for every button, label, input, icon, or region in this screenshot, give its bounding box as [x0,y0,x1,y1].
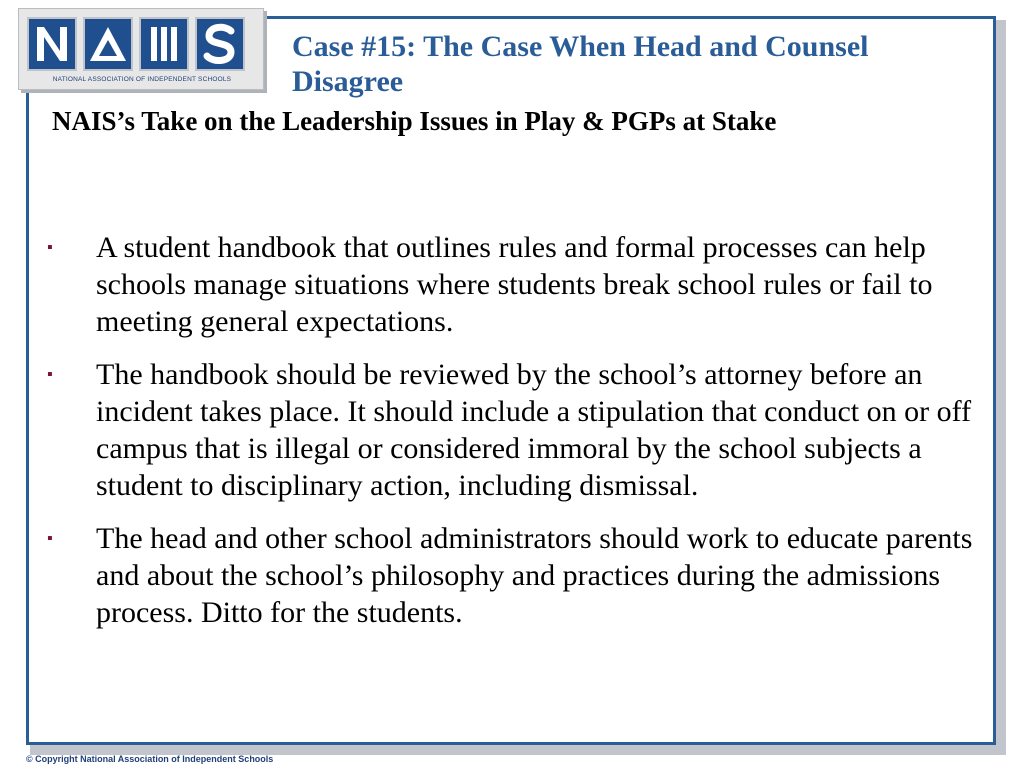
bullet-text: The head and other school administrators should work to educate parents and about the school’s philosophy and practices during the admissions process. Ditto for the students. [96,522,973,629]
logo-tile-i [139,17,189,71]
logo-triangle-icon [85,19,131,69]
nais-logo [18,8,264,90]
bullet-square-icon: ▪ [47,239,53,256]
slide-title: Case #15: The Case When Head and Counsel Disagree [292,30,869,98]
logo-letter-s-icon [197,19,243,69]
slide-subtitle: NAIS’s Take on the Leadership Issues in Play & PGPs at Stake [52,106,777,136]
bullet-item [45,229,995,340]
logo-tile-n [27,17,77,71]
bullet-square-icon: ▪ [47,366,53,383]
logo-tile-s [195,17,245,71]
bullet-item [45,356,995,504]
copyright-footer: © Copyright National Association of Independent Schools [26,754,274,764]
logo-letter-n-icon [29,19,75,69]
bullet-list [45,229,995,647]
bullet-text: A student handbook that outlines rules and formal processes can help schools manage situations where students break school rules or fail to meeting general expectations. [96,231,933,338]
bullet-square-icon: ▪ [47,530,53,547]
logo-bars-icon [141,19,187,69]
bullet-text: The handbook should be reviewed by the school’s attorney before an incident takes place. It should include a stipulation that conduct on or off campus that is illegal or considered immoral by the school subjects a student to disciplinary action, including dismissal. [96,358,972,502]
bullet-item [45,520,995,631]
logo-caption: NATIONAL ASSOCIATION OF INDEPENDENT SCHOOLS [52,76,232,83]
logo-tile-a [83,17,133,71]
